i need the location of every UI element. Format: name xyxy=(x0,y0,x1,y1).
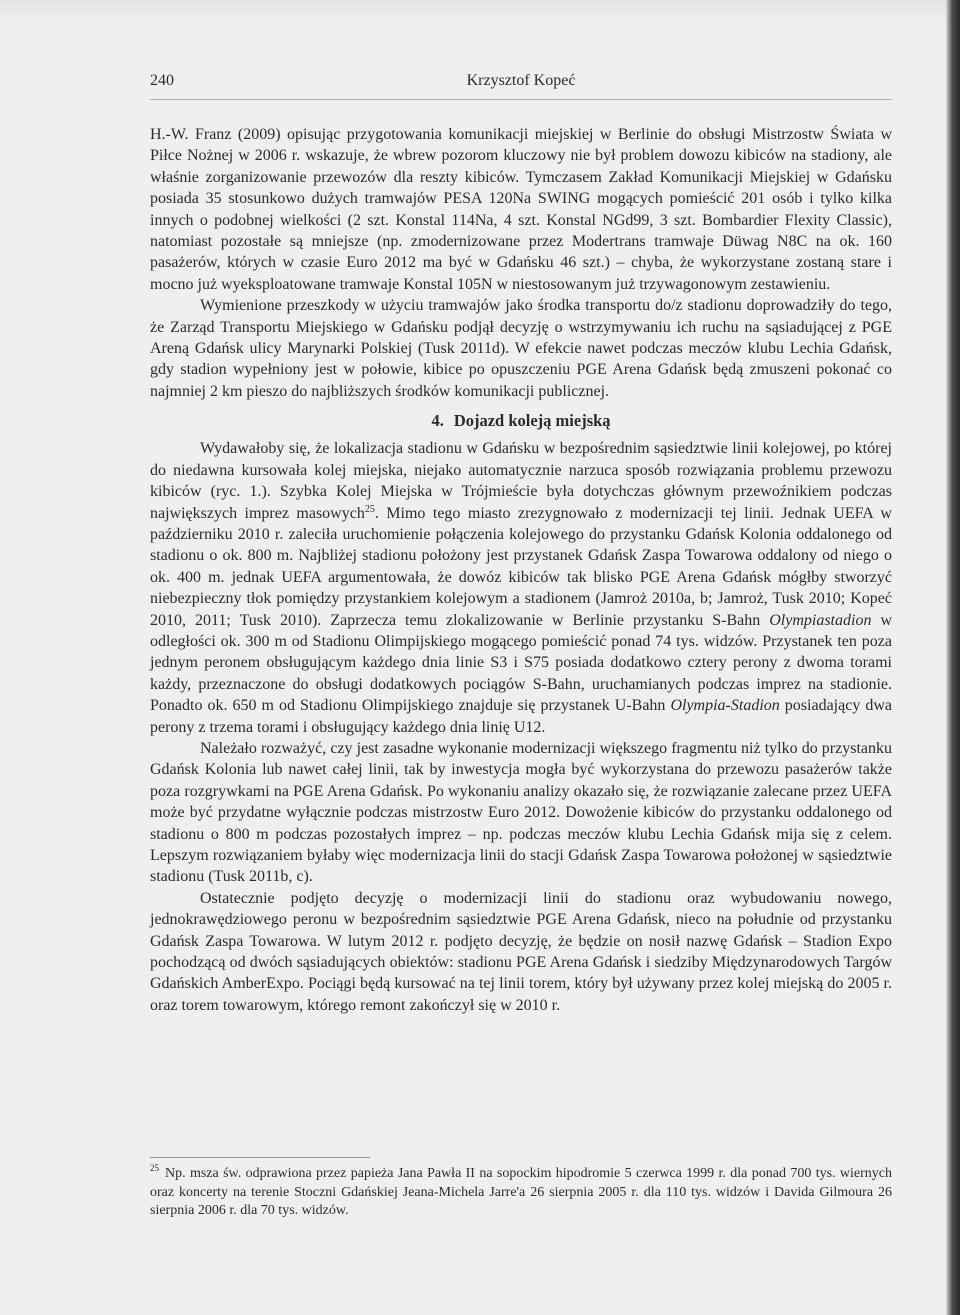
paragraph-3-part-a: Wydawałoby się, że lokalizacja stadionu w Gdańsku w bezpośrednim sąsiedztwie linii kolejowej, po której do niedawna kursowała kolej miejska, niejako automatycznie narzuca sposób rozwiązania problemu przewozu kibiców (ryc. 1.). Szybka Kolej Miejska w Trójmieście była dotychczas głównym przewoźnikiem podczas największych imprez masowych xyxy=(150,440,892,522)
header-rule xyxy=(150,99,892,100)
paragraph-4: Należało rozważyć, czy jest zasadne wykonanie modernizacji większego fragmentu niż tylko do przystanku Gdańsk Kolonia lub nawet całej linii, tak by inwestycja mogła być wykorzystana do przewozu pasażerów także poza rozgrywkami na PGE Arena Gdańsk. Po wykonaniu analizy okazało się, że rozwiązanie zalecane przez UEFA może być przydatne wyłącznie podczas mistrzostw Euro 2012. Dowożenie kibiców do przystanku oddalonego od stadionu o 800 m podczas pozostałych imprez – np. podczas meczów klubu Lechia Gdańsk mija się z celem. Lepszym rozwiązaniem byłaby więc modernizacja linii do stacji Gdańsk Zaspa Towarowa położonej w sąsiedztwie stadionu (Tusk 2011b, c). xyxy=(150,739,892,886)
paragraph-2: Wymienione przeszkody w użyciu tramwajów jako środka transportu do/z stadionu doprowadziły do tego, że Zarząd Transportu Miejskiego w Gdańsku podjął decyzję o wstrzymywaniu ich ruchu na sąsiadującej z PGE Areną Gdańsk ulicy Marynarki Polskiej (Tusk 2011d). W efekcie nawet podczas meczów klubu Lechia Gdańsk, gdy stadion wypełniony jest w połowie, kibice po opuszczeniu PGE Arena Gdańsk będą zmuszeni pokonać co najmniej 2 km pieszo do najbliższych środków komunikacji publicznej. xyxy=(150,297,892,400)
italic-term-olympia-stadion: Olympia-Stadion xyxy=(670,697,780,715)
page-number: 240 xyxy=(150,72,174,89)
scan-right-edge xyxy=(946,0,960,1315)
section-title: Dojazd koleją miejską xyxy=(453,411,611,431)
footnote-text: Np. msza św. odprawiona przez papieża Jana Pawła II na sopockim hipodromie 5 czerwca 1999 r. dla ponad 700 tys. wiernych oraz koncerty na terenie Stoczni Gdańskiej Jeana-Michela Jarre'a 26 sierpnia 2005 r. dla 110 tys. widzów i Davida Gilmoura 26 sierpnia 2006 r. dla 70 tys. widzów. xyxy=(150,1166,892,1218)
paragraph-5: Ostatecznie podjęto decyzję o modernizacji linii do stadionu oraz wybudowaniu nowego, jednokrawędziowego peronu w bezpośrednim sąsiedztwie PGE Arena Gdańsk, nieco na południe od przystanku Gdańsk Zaspa Towarowa. W lutym 2012 r. podjęto decyzję, że będzie on nosił nazwę Gdańsk – Stadion Expo pochodzącą od dwóch sąsiadujących obiektów: stadionu PGE Arena Gdańsk i siedziby Międzynarodowych Targów Gdańskich AmberExpo. Pociągi będą kursować na tej linii torem, który był używany przez kolej miejską do 2005 r. oraz torem towarowym, którego remont zakończył się w 2010 r. xyxy=(150,889,892,1014)
running-head xyxy=(150,70,892,92)
italic-term-olympiastadion: Olympiastadion xyxy=(769,611,872,629)
footnote-reference[interactable]: 25 xyxy=(364,503,375,515)
paragraph-1: H.-W. Franz (2009) opisując przygotowania komunikacji miejskiej w Berlinie do obsługi Mistrzostw Świata w Piłce Nożnej w 2006 r. wskazuje, że wbrew pozorom kluczowy nie był problem dowozu kibiców na stadiony, ale właśnie zorganizowanie przewozów dla reszty kibiców. Tymczasem Zakład Komunikacji Miejskiej w Gdańsku posiada 35 stosunkowo dużych tramwajów PESA 120Na SWING mogących pomieścić 201 osób i tylko kilka innych o podobnej wielkości (2 szt. Konstal 114Na, 4 szt. Konstal NGd99, 3 szt. Bombardier Flexity Classic), natomiast pozostałe są mniejsze (np. zmodernizowane przez Modertrans tramwaje Düwag N8C na ok. 160 pasażerów, których w czasie Euro 2012 ma być w Gdańsku 46 szt.) – chyba, że wykorzystane zostaną stare i mocno już wyeksploatowane tramwaje Konstal 105N w niestosowanym już trzywagonowym zestawieniu. xyxy=(150,126,892,293)
paragraph-3-part-b: . Mimo tego miasto zrezygnowało z modernizacji tej linii. Jednak UEFA w październiku 2010 r. zaleciła uruchomienie połączenia kolejowego do przystanku Gdańsk Kolonia oddalonego od stadionu o ok. 800 m. Najbliżej stadionu położony jest przystanek Gdańsk Zaspa Towarowa oddalony od niego o ok. 400 m. jednak UEFA argumentowała, że dowóz kibiców tak blisko PGE Arena Gdańsk mógłby stworzyć niebezpieczny tłok pomiędzy przystankiem kolejowym a stadionem (Jamroż 2010a, b; Jamroż, Tusk 2010; Kopeć 2010, 2011; Tusk 2010). Zaprzecza temu zlokalizowanie w Berlinie przystanku S-Bahn xyxy=(150,504,892,629)
paragraph-3 xyxy=(150,438,892,738)
paragraph-3-part-d: posiadający dwa perony z trzema torami i obsługujący każdego dnia linię U12. xyxy=(150,697,892,736)
footnote-rule xyxy=(150,1157,370,1158)
paragraph-3-part-c: w odległości ok. 300 m od Stadionu Olimpijskiego mogącego pomieścić ponad 74 tys. widzów. Przystanek ten poza jednym peronem obsługującym każdego dnia linie S3 i S75 posiada dodatkowo cztery perony z dwoma torami każdy, przeznaczone do obsługi dodatkowych pociągów S-Bahn, uruchamianych podczas imprez na stadionie. Ponadto ok. 650 m od Stadionu Olimpijskiego znajduje się przystanek U-Bahn xyxy=(150,611,892,715)
body-text xyxy=(150,124,892,1016)
section-number: 4. xyxy=(431,411,444,431)
section-heading xyxy=(150,402,892,438)
footnote-mark: 25 xyxy=(150,1163,159,1173)
footnote xyxy=(150,1165,892,1221)
running-title: Krzysztof Kopeć xyxy=(466,72,576,89)
